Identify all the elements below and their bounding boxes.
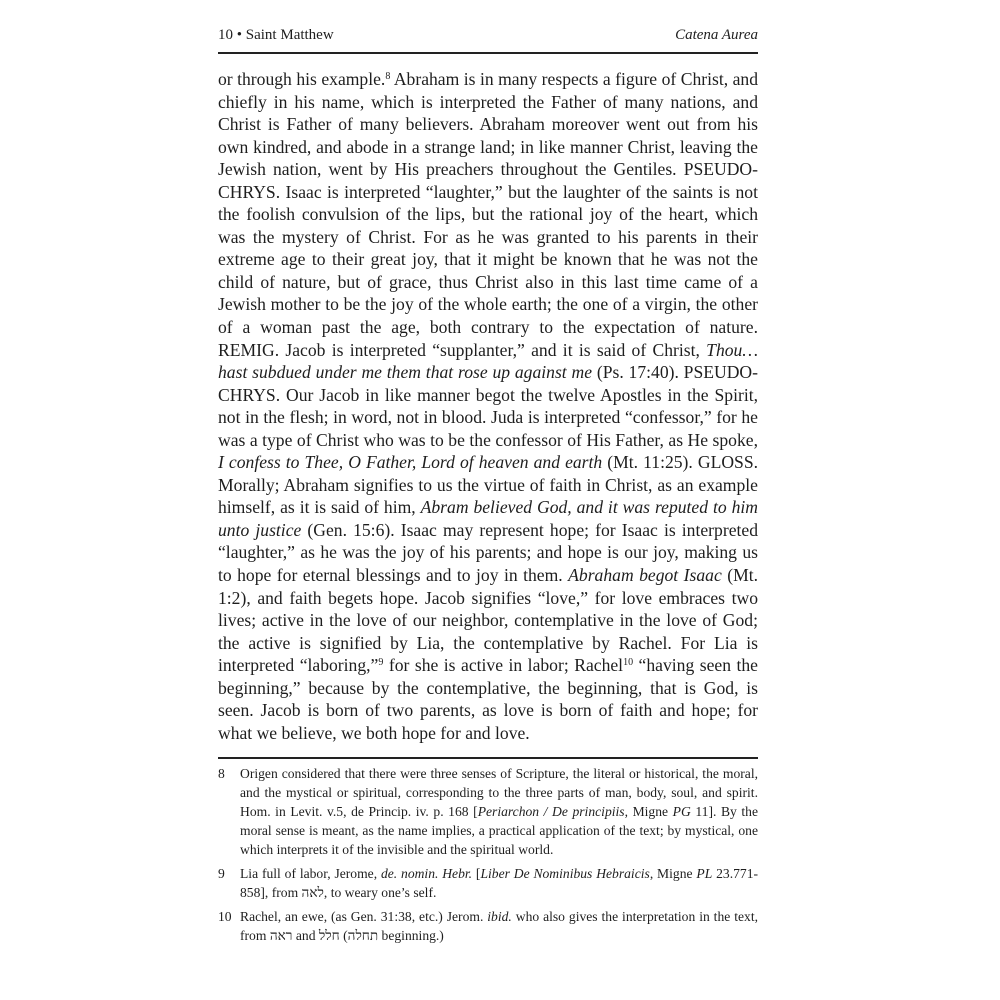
footnote-number: 9 [218, 866, 225, 881]
book-page [167, 0, 833, 1000]
scripture-quote: I confess to Thee, O Father, Lord of heaven and earth [218, 452, 603, 473]
body-paragraph [218, 68, 758, 744]
body-text-run: or through his example. [218, 69, 386, 89]
book-name: Saint Matthew [245, 27, 334, 43]
footnote-text: Origen considered that there were three senses of Scripture, the literal or historical, the moral, and the mystical or spiritual, corresponding to the three parts of man, body, soul, and spirit. Hom. in Levit. v.5, de Princip. iv. p. 168 [Periarchon / De principiis, Migne PG 11]. By the moral sense is meant, as the name implies, a practical application of the text; by mystical, one which interprets it of the invisible and the spiritual world. [240, 766, 759, 857]
body-text-run: (Ps. 17:40). PSEUDO-CHRYS. Our Jacob in like manner begot the twelve Apostles in the Spirit, not in the flesh; in word, not in blood. Juda is interpreted “confessor,” for he was a type of Christ who was to be the confessor of His Father, as He spoke, [218, 362, 758, 450]
body-text-run: “having seen the beginning,” because by the contemplative, the beginning, that is God, is seen. Jacob is born of two parents, as love is born of faith and hope; for what we believe, we both hope for and love. [218, 655, 758, 743]
body-text-run: (Mt. 1:2), and faith begets hope. Jacob signifies “love,” for love embraces two lives; active in the love of our neighbor, contemplative in the love of God; the active is signified by Lia, the contemplative by Rachel. For Lia is interpreted “laboring,” [218, 565, 758, 676]
footnote-number: 10 [218, 909, 232, 924]
scripture-quote: Thou…hast subdued under me them that rose up against me [218, 339, 758, 383]
scripture-quote: Abram believed God, and it was reputed to him unto justice [218, 497, 758, 540]
footnote-9 [218, 864, 758, 902]
scripture-quote: Abraham begot Isaac [568, 565, 722, 586]
body-text-run: (Gen. 15:6). Isaac may represent hope; for Isaac is interpreted “laughter,” as he was the joy of his parents; and hope is our joy, making us to hope for eternal blessings and to joy in them. [218, 519, 758, 586]
footnote-ref-8: 8 [385, 71, 391, 82]
body-text-run: for she is active in labor; Rachel [383, 655, 624, 676]
footnote-text: Rachel, an ewe, (as Gen. 31:38, etc.) Jerom. ibid. who also gives the interpretation in the text, from ראה and חלל (תחלה beginning.) [240, 909, 758, 943]
right-margin [833, 0, 1000, 1000]
header-left [218, 27, 334, 44]
left-margin [0, 0, 167, 1000]
page-number: 10 [218, 27, 233, 43]
footnote-8 [218, 764, 758, 859]
body-text-run: Abraham is in many respects a figure of Christ, and chiefly in his name, which is interpreted the Father of many nations, and Christ is Father of many believers. Abraham moreover went out from his own kindred, and abode in a strange land; in like manner Christ, leaving the Jewish nation, went by His preachers throughout the Gentiles. PSEUDO-CHRYS. Isaac is interpreted “laughter,” but the laughter of the saints is not the foolish convulsion of the lips, but the rational joy of the heart, which was the mystery of Christ. For as he was granted to his parents in their extreme age to their great joy, that it might be known that he was not the child of nature, but of grace, thus Christ also in this last time came of a Jewish mother to be the joy of the whole earth; the one of a virgin, the other of a woman past the age, both contrary to the expectation of nature. REMIG. Jacob is interpreted “supplanter,” and it is said of Christ, [218, 69, 758, 360]
header-rule [218, 52, 758, 54]
footnote-rule [218, 757, 758, 759]
footnote-ref-9: 9 [378, 657, 384, 669]
body-text-run: (Mt. 11:25). GLOSS. Morally; Abraham signifies to us the virtue of faith in Christ, as an example himself, as it is said of him, [218, 452, 759, 518]
running-title: Catena Aurea [675, 27, 758, 43]
footnote-text: Lia full of labor, Jerome, de. nomin. Hebr. [Liber De Nominibus Hebraicis, Migne PL 23.771-858], from לאה, to weary one’s self. [240, 866, 759, 900]
header-bullet: • [233, 27, 246, 43]
running-header [218, 27, 758, 51]
footnote-ref-10: 10 [623, 657, 634, 669]
footnote-10 [218, 907, 758, 945]
footnotes [218, 764, 758, 950]
footnote-number: 8 [218, 766, 225, 781]
